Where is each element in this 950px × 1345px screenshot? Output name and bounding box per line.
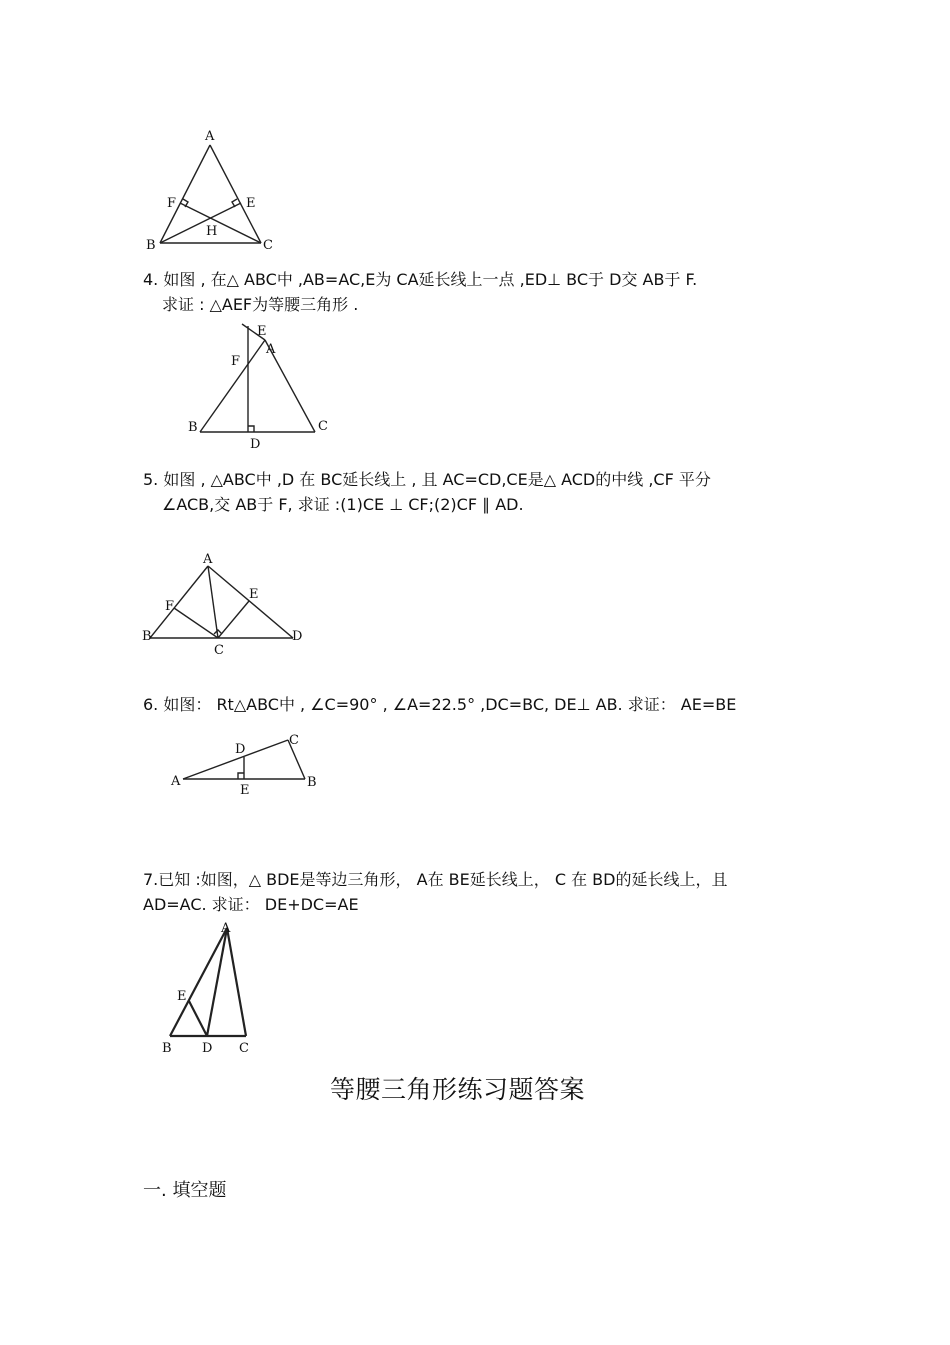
problem-7-line-2: AD=AC. 求证： DE+DC=AE — [143, 895, 359, 914]
figure-problem-6 — [165, 730, 325, 800]
label-f: F — [165, 599, 175, 614]
label-b: B — [146, 238, 156, 253]
label-e: E — [246, 196, 256, 211]
label-d: D — [202, 1041, 213, 1056]
label-e: E — [249, 587, 259, 602]
problem-5-line-2: ∠ACB,交 AB于 F, 求证 :(1)CE ⊥ CF;(2)CF ∥ AD. — [162, 495, 524, 514]
figure-problem-4 — [180, 318, 340, 458]
label-a: A — [266, 342, 276, 357]
label-c: C — [239, 1041, 249, 1056]
label-d: D — [250, 437, 261, 452]
label-c: C — [318, 419, 328, 434]
label-e: E — [177, 989, 187, 1004]
label-c: C — [214, 643, 224, 658]
answer-title: 等腰三角形练习题答案 — [330, 1075, 586, 1104]
label-a: A — [205, 129, 215, 144]
problem-7-line-1: 7.已知 :如图，△ BDE是等边三角形， A在 BE延长线上， C 在 BD的延长线上，且 — [143, 870, 728, 889]
label-f: F — [167, 196, 177, 211]
figure-triangle-altitudes — [140, 125, 280, 255]
label-e: E — [240, 783, 250, 798]
figure-problem-5 — [138, 548, 318, 663]
label-c: C — [289, 733, 299, 748]
section-heading: 一. 填空题 — [143, 1180, 227, 1201]
label-c: C — [263, 238, 273, 253]
label-b: B — [162, 1041, 172, 1056]
label-b: B — [307, 775, 317, 790]
problem-4-line-2: 求证 : △AEF为等腰三角形 . — [162, 295, 359, 314]
label-d: D — [292, 629, 303, 644]
problem-5-line-1: 5. 如图 , △ABC中 ,D 在 BC延长线上 , 且 AC=CD,CE是△ ACD的中线 ,CF 平分 — [143, 470, 711, 489]
problem-6-line-1: 6. 如图： Rt△ABC中 , ∠C=90° , ∠A=22.5° ,DC=BC, DE⊥ AB. 求证： AE=BE — [143, 695, 737, 714]
label-b: B — [142, 629, 152, 644]
label-b: B — [188, 420, 198, 435]
problem-4-line-1: 4. 如图 , 在△ ABC中 ,AB=AC,E为 CA延长线上一点 ,ED⊥ BC于 D交 AB于 F. — [143, 270, 698, 289]
label-a: A — [221, 921, 231, 936]
label-a: A — [171, 774, 181, 789]
label-a: A — [203, 552, 213, 567]
label-f: F — [231, 354, 241, 369]
label-h: H — [206, 224, 218, 239]
figure-problem-7 — [155, 918, 265, 1058]
label-d: D — [235, 742, 246, 757]
label-e: E — [257, 324, 267, 339]
